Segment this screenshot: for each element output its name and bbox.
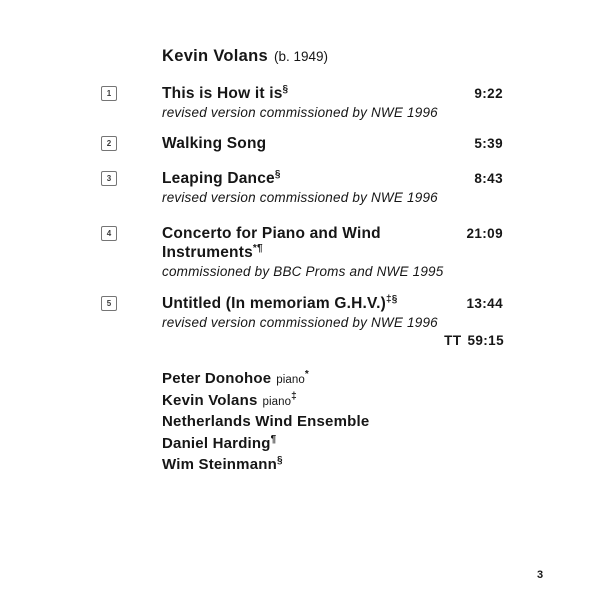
track-title-block [162, 224, 447, 281]
track-marker: § [282, 83, 289, 95]
performer-name: Kevin Volans piano‡ [162, 390, 297, 409]
track-note: revised version commissioned by NWE 1996 [162, 315, 438, 330]
track-time: 9:22 [474, 86, 503, 101]
track-time: 8:43 [474, 171, 503, 186]
composer-name: Kevin Volans [162, 47, 268, 65]
performers-list [162, 369, 369, 477]
performer-name: Peter Donohoe piano* [162, 369, 310, 387]
performer-line [162, 369, 369, 391]
performer-name: Wim Steinmann§ [162, 455, 283, 473]
performer-marker: ‡ [291, 390, 297, 402]
track-number-box: 5 [101, 296, 117, 311]
performer-role: piano [276, 374, 305, 386]
total-time [444, 333, 504, 348]
track-note: revised version commissioned by NWE 1996 [162, 190, 438, 205]
track-note: revised version commissioned by NWE 1996 [162, 105, 438, 120]
track-marker: ‡§ [385, 293, 398, 305]
track-number-box: 3 [101, 171, 117, 186]
performer-marker: § [276, 455, 283, 466]
track-time: 5:39 [474, 136, 503, 151]
track-time: 21:09 [466, 226, 503, 241]
performer-line [162, 391, 369, 413]
track-title-block [162, 84, 447, 122]
track-title: Walking Song [162, 135, 267, 152]
performer-marker: * [304, 369, 310, 380]
performer-line [162, 412, 369, 434]
total-time-value: 59:15 [467, 333, 504, 348]
track-title-block [162, 134, 447, 153]
track-number-box: 1 [101, 86, 117, 101]
track-marker: § [274, 168, 281, 180]
track-title-block [162, 294, 447, 332]
performer-role: piano [262, 395, 292, 408]
track-title-block [162, 169, 447, 207]
performer-line [162, 455, 369, 477]
track-title: Concerto for Piano and Wind Instruments [162, 225, 381, 261]
track-title: Leaping Dance [162, 170, 275, 187]
track-number-box: 2 [101, 136, 117, 151]
composer-header [162, 47, 328, 66]
track-title: This is How it is [162, 85, 283, 102]
performer-line [162, 434, 369, 456]
track-number-box: 4 [101, 226, 117, 241]
performer-name: Netherlands Wind Ensemble [162, 413, 370, 430]
performer-name: Daniel Harding¶ [162, 433, 277, 452]
performer-marker: ¶ [270, 433, 277, 445]
track-note: commissioned by BBC Proms and NWE 1995 [162, 264, 444, 279]
track-title: Untitled (In memoriam G.H.V.) [162, 295, 386, 312]
total-time-label: TT [444, 333, 462, 348]
track-time: 13:44 [466, 296, 503, 311]
page-number: 3 [537, 569, 544, 581]
composer-dates: (b. 1949) [274, 49, 329, 64]
track-marker: *¶ [252, 242, 263, 254]
